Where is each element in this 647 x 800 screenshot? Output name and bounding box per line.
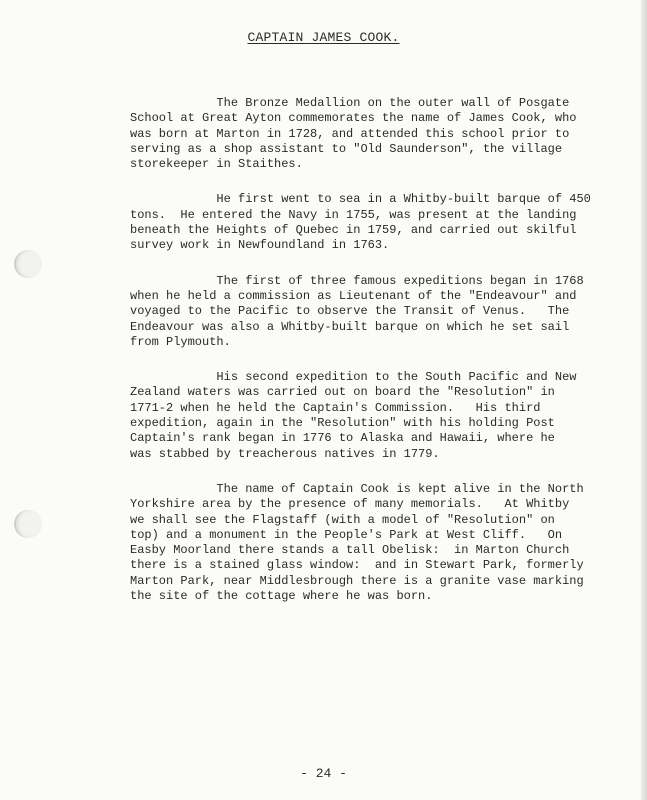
paragraph-second-expedition: His second expedition to the South Pacific and New Zealand waters was carried out on board the "Resolution" in 1771-2 when he held the Captain's Commission. His third expedition, again in the "Resolution" with his holding Post Captain's rank began in 1776 to Alaska and Hawaii, where he was stabbed by treacherous natives in 1779. — [130, 370, 577, 461]
paragraph-medallion: The Bronze Medallion on the outer wall of Posgate School at Great Ayton commemorates the name of James Cook, who was born at Marton in 1728, and attended this school prior to serving as a shop assistant to "Old Saunderson", the village storekeeper in Staithes. — [130, 96, 577, 172]
body-text — [130, 96, 591, 624]
paragraph-navy: He first went to sea in a Whitby-built barque of 450 tons. He entered the Navy in 1755, was present at the landing beneath the Heights of Quebec in 1759, and carried out skilful survey work in Newfoundland in 1763. — [130, 192, 591, 253]
punch-hole-lower — [14, 510, 42, 538]
punch-hole-upper — [14, 250, 42, 278]
paragraph-first-expedition: The first of three famous expeditions began in 1768 when he held a commission as Lieutenant of the "Endeavour" and voyaged to the Pacific to observe the Transit of Venus. The Endeavour was also a Whitby-built barque on which he set sail from Plymouth. — [130, 273, 584, 349]
page-edge-shadow — [641, 0, 647, 800]
paragraph-memorials: The name of Captain Cook is kept alive in the North Yorkshire area by the presence of many memorials. At Whitby we shall see the Flagstaff (with a model of "Resolution" on top) and a monument in the People's Park at West Cliff. On Easby Moorland there stands a tall Obelisk: in Marton Church there is a stained glass window: and in Stewart Park, formerly Marton Park, near Middlesbrough there is a granite vase marking the site of the cottage where he was born. — [130, 481, 584, 604]
page-title: CAPTAIN JAMES COOK. — [247, 30, 400, 45]
page-number: - 24 - — [300, 766, 347, 781]
